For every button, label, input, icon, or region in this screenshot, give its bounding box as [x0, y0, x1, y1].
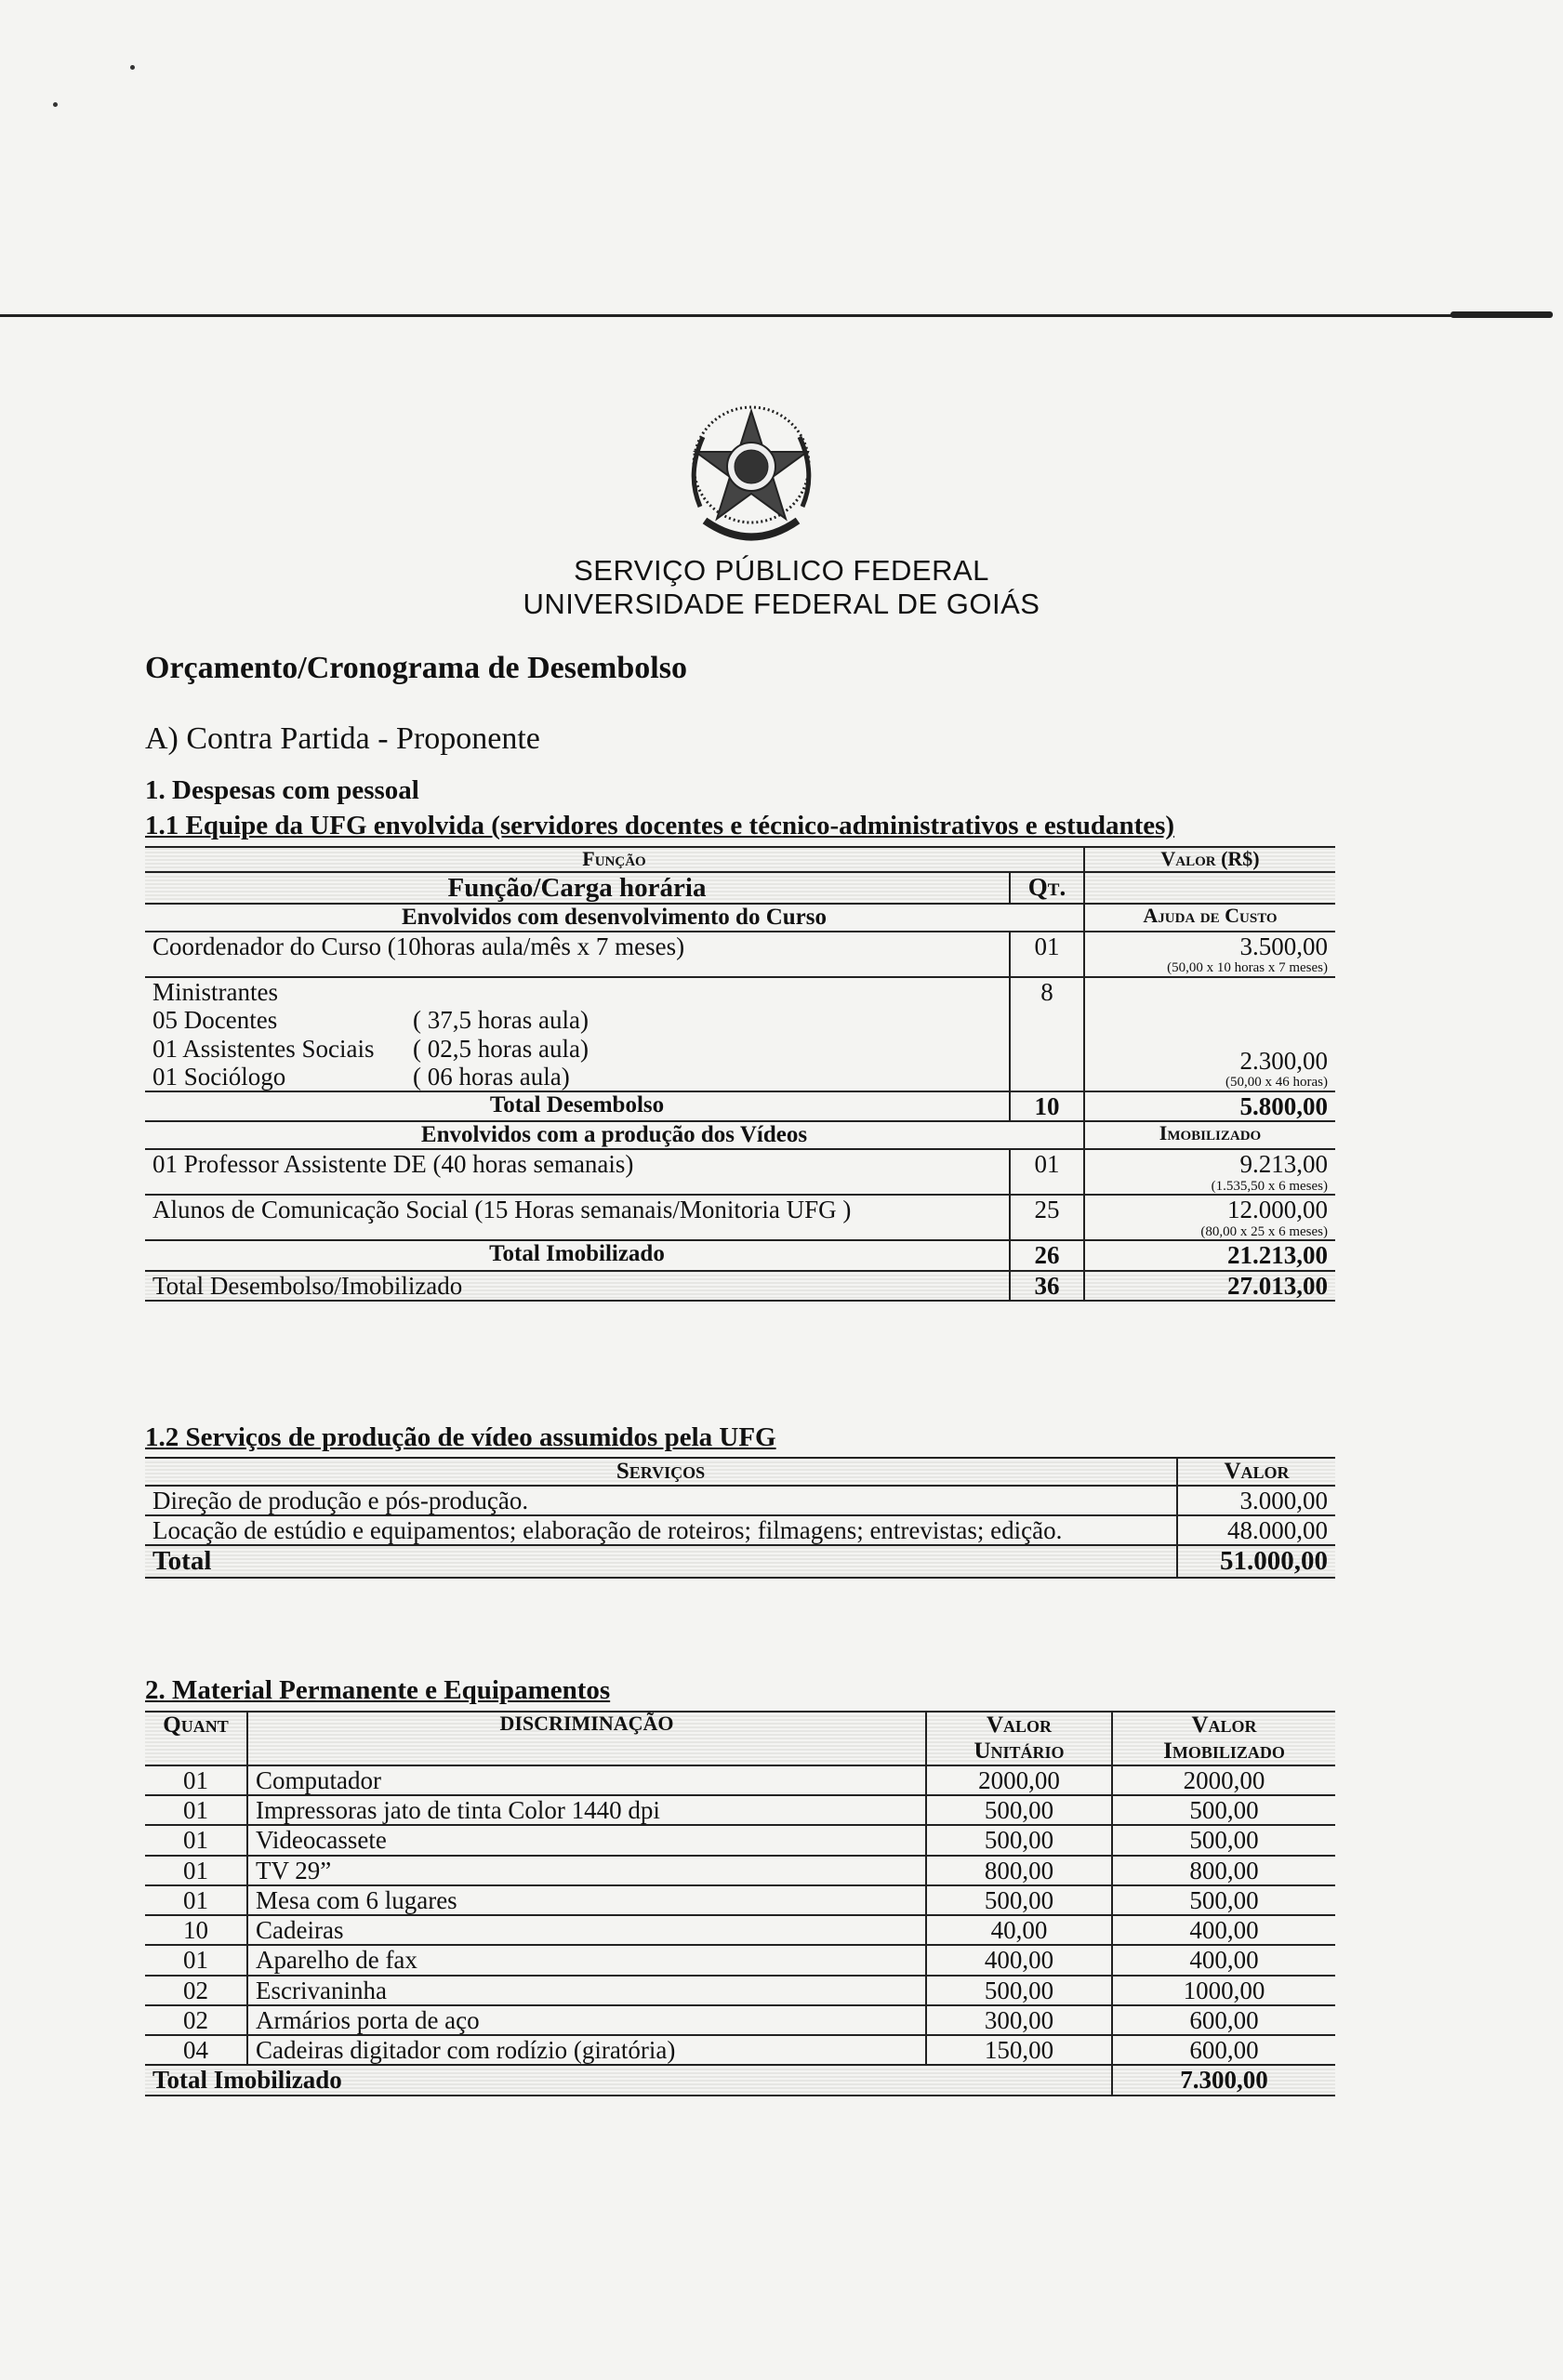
- total-geral-valor: 27.013,00: [1227, 1271, 1328, 1300]
- equipment-desc: Computador: [247, 1765, 926, 1795]
- equipment-imob-value: 400,00: [1112, 1915, 1335, 1945]
- alunos-valor-value: 12.000,00: [1227, 1196, 1328, 1224]
- header-valor-unitario: [926, 1712, 1112, 1765]
- coord-valor-value: 3.500,00: [1239, 932, 1328, 961]
- assistentes-row: [152, 1035, 1001, 1063]
- sociologo-name: 01 Sociólogo: [152, 1062, 286, 1091]
- table-row: [145, 2005, 1335, 2035]
- ministrantes-valor-value: 2.300,00: [1239, 1047, 1328, 1076]
- equipment-quant: 02: [183, 2005, 208, 2034]
- equipment-imob-value: 800,00: [1112, 1856, 1335, 1885]
- equipment-unit-value: 300,00: [926, 2005, 1112, 2035]
- ministrantes-valor: [1084, 977, 1335, 1091]
- equipment-unit-value: 400,00: [926, 1945, 1112, 1975]
- team-budget-table: [145, 846, 1335, 1302]
- table-row: [145, 1915, 1335, 1945]
- sociologo-row: [152, 1063, 1001, 1091]
- group-videos-col: Imobilizado: [1084, 1121, 1335, 1149]
- table-row: [145, 1976, 1335, 2005]
- equipment-unit-value: 800,00: [926, 1856, 1112, 1885]
- header-line-2: UNIVERSIDADE FEDERAL DE GOIÁS: [523, 588, 1040, 620]
- equipment-quant: 01: [183, 1796, 208, 1825]
- equipment-total-valor: 7.300,00: [1112, 2065, 1335, 2095]
- docentes-name: 05 Docentes: [152, 1006, 278, 1035]
- document-title: Orçamento/Cronograma de Desembolso: [145, 651, 687, 685]
- equipment-imob-value: 500,00: [1112, 1885, 1335, 1915]
- professor-desc: 01 Professor Assistente DE (40 horas semanais): [152, 1150, 634, 1179]
- total-geral-qt: 36: [1010, 1271, 1084, 1301]
- equipment-rows: [145, 1765, 1335, 2065]
- table-row: [145, 1885, 1335, 1915]
- alunos-desc: Alunos de Comunicação Social (15 Horas semanais/Monitoria UFG ): [152, 1196, 852, 1224]
- group-videos-heading: Envolvidos com a produção dos Vídeos: [420, 1122, 808, 1148]
- header-valor-imobilizado: [1112, 1712, 1335, 1765]
- equipment-imob-value: 600,00: [1112, 2035, 1335, 2065]
- header-valor-imobilizado-1: Valor: [1191, 1712, 1257, 1738]
- total-desembolso-label: Total Desembolso: [489, 1092, 665, 1118]
- equipment-total-label: Total Imobilizado: [152, 2066, 342, 2095]
- equipment-desc: Cadeiras: [247, 1915, 926, 1945]
- header-qt: Qt.: [1010, 872, 1084, 904]
- assistentes-hours: ( 02,5 horas aula): [413, 1034, 589, 1063]
- top-rule: [0, 314, 1545, 317]
- header-valor-unitario-2: Unitário: [974, 1739, 1065, 1764]
- equipment-desc: Cadeiras digitador com rodízio (giratória): [247, 2035, 926, 2065]
- header-servicos: Serviços: [616, 1459, 706, 1484]
- section-1-heading: 1. Despesas com pessoal: [145, 775, 419, 805]
- equipment-desc: Aparelho de fax: [247, 1945, 926, 1975]
- equipment-desc: Videocassete: [247, 1825, 926, 1855]
- professor-valor: [1084, 1149, 1335, 1195]
- table-row: [145, 2035, 1335, 2065]
- total-imobilizado-valor: 21.213,00: [1227, 1241, 1328, 1270]
- equipment-quant: 10: [183, 1916, 208, 1945]
- header-quant: Quant: [163, 1712, 229, 1738]
- ministrantes-title: Ministrantes: [152, 978, 278, 1007]
- total-imobilizado-label: Total Imobilizado: [489, 1241, 665, 1267]
- header-valor: Valor (R$): [1084, 847, 1335, 872]
- equipment-unit-value: 40,00: [926, 1915, 1112, 1945]
- equipment-desc: Escrivaninha: [247, 1976, 926, 2005]
- assistentes-name: 01 Assistentes Sociais: [152, 1034, 375, 1063]
- total-geral-label: Total Desembolso/Imobilizado: [152, 1271, 463, 1300]
- table-row: [145, 1945, 1335, 1975]
- equipment-quant: 01: [183, 1946, 208, 1975]
- equipment-quant: 02: [183, 1976, 208, 2004]
- professor-calc: (1.535,50 x 6 meses): [1211, 1178, 1328, 1194]
- header-valor-imobilizado-2: Imobilizado: [1163, 1739, 1285, 1764]
- header-valor-unitario-1: Valor: [986, 1712, 1053, 1738]
- header-valor: Valor: [1177, 1458, 1335, 1486]
- professor-valor-value: 9.213,00: [1239, 1150, 1328, 1179]
- professor-qt: 01: [1010, 1149, 1084, 1195]
- ministrantes-qt: 8: [1010, 977, 1084, 1091]
- coord-qt: 01: [1010, 932, 1084, 977]
- coord-desc: Coordenador do Curso (10horas aula/mês x 7 meses): [152, 932, 685, 961]
- services-table: [145, 1457, 1335, 1579]
- equipment-imob-value: 1000,00: [1112, 1976, 1335, 2005]
- equipment-unit-value: 500,00: [926, 1976, 1112, 2005]
- section-a-heading: A) Contra Partida - Proponente: [145, 721, 540, 756]
- ministrantes-cell: [145, 977, 1010, 1091]
- speck: [130, 65, 135, 70]
- docentes-row: [152, 1006, 1001, 1034]
- service-row-2: Locação de estúdio e equipamentos; elaboração de roteiros; filmagens; entrevistas; edição.: [152, 1516, 1063, 1545]
- service-row-2-valor: 48.000,00: [1177, 1515, 1335, 1545]
- equipment-desc: TV 29”: [247, 1856, 926, 1885]
- equipment-imob-value: 2000,00: [1112, 1765, 1335, 1795]
- services-total-label: Total: [152, 1546, 212, 1577]
- total-desembolso-valor: 5.800,00: [1239, 1092, 1328, 1121]
- header-funcao: Função: [582, 847, 646, 870]
- equipment-quant: 01: [183, 1826, 208, 1855]
- equipment-imob-value: 500,00: [1112, 1825, 1335, 1855]
- total-imobilizado-qt: 26: [1010, 1240, 1084, 1270]
- section-2-heading: 2. Material Permanente e Equipamentos: [145, 1675, 611, 1705]
- equipment-desc: Armários porta de aço: [247, 2005, 926, 2035]
- equipment-desc: Impressoras jato de tinta Color 1440 dpi: [247, 1795, 926, 1825]
- equipment-imob-value: 500,00: [1112, 1795, 1335, 1825]
- ministrantes-calc: (50,00 x 46 horas): [1225, 1075, 1328, 1091]
- docentes-hours: ( 37,5 horas aula): [413, 1006, 589, 1035]
- table-row: [145, 1825, 1335, 1855]
- equipment-unit-value: 500,00: [926, 1795, 1112, 1825]
- table-row: [145, 1795, 1335, 1825]
- brazil-coat-of-arms-icon: [668, 390, 835, 558]
- alunos-qt: 25: [1010, 1195, 1084, 1240]
- equipment-quant: 01: [183, 1856, 208, 1884]
- speck: [53, 102, 58, 107]
- section-1-2-heading: 1.2 Serviços de produção de vídeo assumidos pela UFG: [145, 1422, 776, 1452]
- service-row-1-valor: 3.000,00: [1177, 1486, 1335, 1515]
- header-line-1: SERVIÇO PÚBLICO FEDERAL: [574, 554, 989, 587]
- equipment-quant: 01: [183, 1766, 208, 1794]
- total-desembolso-qt: 10: [1010, 1091, 1084, 1121]
- equipment-unit-value: 150,00: [926, 2035, 1112, 2065]
- equipment-imob-value: 600,00: [1112, 2005, 1335, 2035]
- equipment-unit-value: 500,00: [926, 1825, 1112, 1855]
- services-total-valor: 51.000,00: [1177, 1545, 1335, 1577]
- table-row: [145, 1856, 1335, 1885]
- coord-valor: [1084, 932, 1335, 977]
- group-curso-col: Ajuda de Custo: [1084, 904, 1335, 932]
- header-carga: Função/Carga horária: [447, 872, 707, 903]
- service-row-1: Direção de produção e pós-produção.: [152, 1487, 529, 1514]
- sociologo-hours: ( 06 horas aula): [413, 1062, 570, 1091]
- section-1-1-heading: 1.1 Equipe da UFG envolvida (servidores docentes e técnico-administrativos e estudantes): [145, 811, 1175, 840]
- equipment-unit-value: 2000,00: [926, 1765, 1112, 1795]
- equipment-imob-value: 400,00: [1112, 1945, 1335, 1975]
- empty-cell: [1084, 872, 1335, 904]
- table-row: [145, 1765, 1335, 1795]
- equipment-table: [145, 1711, 1335, 2096]
- header-discriminacao: DISCRIMINAÇÃO: [247, 1712, 926, 1765]
- alunos-calc: (80,00 x 25 x 6 meses): [1200, 1223, 1328, 1239]
- equipment-unit-value: 500,00: [926, 1885, 1112, 1915]
- equipment-quant: 04: [183, 2036, 208, 2065]
- equipment-desc: Mesa com 6 lugares: [247, 1885, 926, 1915]
- alunos-valor: [1084, 1195, 1335, 1240]
- coord-calc: (50,00 x 10 horas x 7 meses): [1167, 960, 1328, 976]
- equipment-quant: 01: [183, 1885, 208, 1914]
- group-curso-heading: Envolvidos com desenvolvimento do Curso: [402, 905, 827, 931]
